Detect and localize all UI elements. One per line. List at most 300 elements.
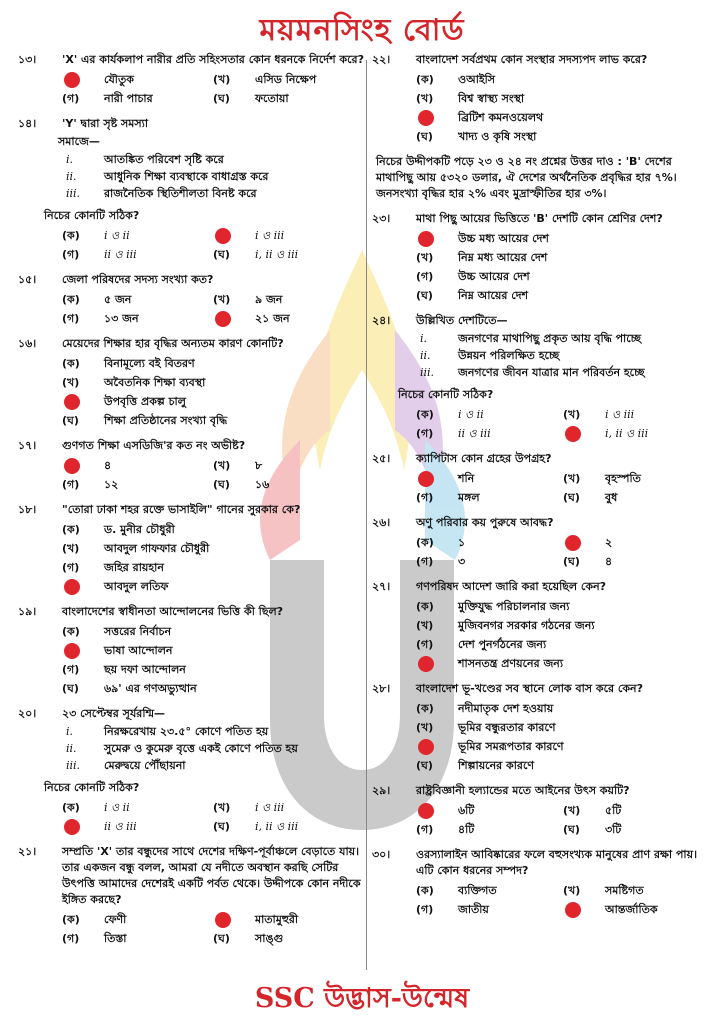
option-list xyxy=(18,228,364,263)
option[interactable] xyxy=(416,269,710,285)
option[interactable] xyxy=(416,231,710,247)
option-marker xyxy=(62,522,104,538)
option[interactable] xyxy=(416,822,563,838)
option-marker xyxy=(62,662,104,678)
option[interactable] xyxy=(62,394,364,410)
question-text: ওরস্যালাইন আবিষ্কারের ফলে বহুসংখ্যক মানুষের প্রাণ রক্ষা পায়। এটি কোন ধরনের সম্পদ? xyxy=(416,848,698,877)
question-28 xyxy=(372,681,710,774)
option[interactable] xyxy=(416,471,563,487)
answer-marker xyxy=(62,643,104,659)
question-number: ২৩। xyxy=(372,212,391,225)
option-text: আবদুল লতিফ xyxy=(104,580,169,593)
option-marker xyxy=(62,800,104,816)
question-30 xyxy=(372,847,710,918)
statement-numeral: i. xyxy=(66,725,74,738)
option-label: (গ) xyxy=(62,312,80,325)
option-text: i ও ii xyxy=(104,801,130,814)
left-column xyxy=(18,52,364,956)
question-row xyxy=(18,116,364,132)
option-marker xyxy=(62,292,104,308)
option[interactable] xyxy=(62,477,213,493)
question-row xyxy=(18,706,364,722)
option[interactable] xyxy=(213,477,364,493)
statement xyxy=(66,169,364,185)
question-text: ক্যাপিটাস কোন গ্রহের উপগ্রহ? xyxy=(416,452,552,465)
option-marker xyxy=(416,490,458,506)
option-text: উচ্চ আয়ের দেশ xyxy=(458,270,530,283)
option-label: (গ) xyxy=(416,270,434,283)
option[interactable] xyxy=(213,72,364,88)
option-text: আবদুল গাফফার চৌধুরী xyxy=(104,542,210,555)
question-29 xyxy=(372,783,710,838)
footer-brand: SSC উদ্ভাস-উন্মেষ xyxy=(254,983,470,1014)
option-label: (খ) xyxy=(213,293,231,306)
option-marker xyxy=(416,902,458,918)
option[interactable] xyxy=(416,758,710,774)
option-list xyxy=(372,701,710,774)
statement xyxy=(420,365,710,381)
question-row xyxy=(372,211,710,227)
option[interactable] xyxy=(213,228,364,244)
answer-marker xyxy=(416,110,458,126)
question-number: ২৫। xyxy=(372,452,391,465)
option[interactable] xyxy=(62,228,213,244)
option-marker xyxy=(416,883,458,899)
option-label: (ঘ) xyxy=(416,759,433,772)
question-row xyxy=(372,515,710,531)
option[interactable] xyxy=(563,471,710,487)
answer-marker xyxy=(62,458,104,474)
answer-marker xyxy=(62,72,104,88)
option-label: (ক) xyxy=(62,523,80,536)
correct-answer-dot xyxy=(64,72,80,88)
answer-marker xyxy=(213,912,255,928)
option-label: (ঘ) xyxy=(563,823,580,836)
option[interactable] xyxy=(213,458,364,474)
statement xyxy=(66,152,364,168)
option-label: (ক) xyxy=(62,801,80,814)
option-marker xyxy=(213,458,255,474)
option-label: (গ) xyxy=(62,663,80,676)
question-number: ১৬। xyxy=(18,337,37,350)
statement xyxy=(66,741,364,757)
question-number: ২২। xyxy=(372,53,391,66)
option[interactable] xyxy=(416,599,710,615)
option-text: শাসনতন্ত্র প্রণয়নের জন্য xyxy=(458,657,564,670)
option-text: শিল্পায়নের কারণে xyxy=(458,759,535,772)
option[interactable] xyxy=(563,554,710,570)
correct-answer-dot xyxy=(64,819,80,835)
statement-numeral: i. xyxy=(420,332,428,345)
option-marker xyxy=(416,535,458,551)
option-label: (ঘ) xyxy=(62,414,79,427)
option[interactable] xyxy=(416,701,710,717)
question-text: মেয়েদের শিক্ষার হার বৃদ্ধির অন্যতম কারণ কোনটি? xyxy=(62,337,284,350)
option[interactable] xyxy=(213,931,364,947)
option-label: (ক) xyxy=(62,913,80,926)
option[interactable] xyxy=(213,819,364,835)
option-text: শিক্ষা প্রতিষ্ঠানের সংখ্যা বৃদ্ধি xyxy=(104,414,228,427)
option-list xyxy=(372,231,710,304)
option[interactable] xyxy=(416,426,563,442)
option-marker xyxy=(416,407,458,423)
question-row xyxy=(372,847,710,879)
option-label: (ক) xyxy=(416,884,434,897)
correct-answer-dot xyxy=(64,394,80,410)
option[interactable] xyxy=(62,413,364,429)
question-number: ২১। xyxy=(18,845,37,858)
option-text: i ও ii xyxy=(104,229,130,242)
answer-marker xyxy=(416,656,458,672)
option-text: ৬টি xyxy=(458,804,475,817)
option[interactable] xyxy=(62,931,213,947)
question-16 xyxy=(18,336,364,429)
option-text: মাতামুহুরী xyxy=(255,913,299,926)
answer-marker xyxy=(213,311,255,327)
question-21 xyxy=(18,844,364,947)
option[interactable] xyxy=(62,643,364,659)
option-marker xyxy=(416,554,458,570)
option[interactable] xyxy=(416,110,710,126)
question-text: জেলা পরিষদের সদস্য সংখ্যা কত? xyxy=(62,273,214,286)
option-text: ড. মুনীর চৌধুরী xyxy=(104,523,175,536)
option-text: ১৩ জন xyxy=(104,312,139,325)
option-label: (গ) xyxy=(62,248,80,261)
option-text: i ও iii xyxy=(255,229,285,242)
option-text: অবৈতনিক শিক্ষা ব্যবস্থা xyxy=(104,376,206,389)
option-text: বিশ্ব স্বাস্থ্য সংস্থা xyxy=(458,92,525,105)
option[interactable] xyxy=(416,250,710,266)
option[interactable] xyxy=(416,739,710,755)
option[interactable] xyxy=(563,407,710,423)
option-label: (খ) xyxy=(213,73,231,86)
question-23 xyxy=(372,211,710,304)
option-label: (গ) xyxy=(62,932,80,945)
option-label: (ঘ) xyxy=(213,248,230,261)
option-text: জাতীয় xyxy=(458,903,489,916)
correct-answer-dot xyxy=(64,643,80,659)
question-17 xyxy=(18,438,364,493)
answer-marker xyxy=(62,819,104,835)
option-text: ৪ xyxy=(605,555,613,568)
correct-answer-dot xyxy=(418,110,434,126)
question-text: 'X' এর কার্যকলাপ নারীর প্রতি সহিংসতার কোন ধরনকে নির্দেশ করে? xyxy=(62,53,364,66)
option-text: সাঙ্গু xyxy=(255,932,284,945)
option-label: (খ) xyxy=(563,884,581,897)
option[interactable] xyxy=(62,912,213,928)
option-marker xyxy=(62,311,104,327)
statement-text: নিরক্ষরেখায় ২৩.৫° কোণে পতিত হয় xyxy=(104,725,269,738)
option-text: ii ও iii xyxy=(104,248,137,261)
option-marker xyxy=(62,931,104,947)
option-marker xyxy=(563,471,605,487)
option[interactable] xyxy=(213,292,364,308)
option-marker xyxy=(213,819,255,835)
option[interactable] xyxy=(416,656,710,672)
option-marker xyxy=(416,288,458,304)
option-marker xyxy=(62,624,104,640)
question-row xyxy=(372,579,710,595)
option[interactable] xyxy=(416,902,563,918)
option-label: (ক) xyxy=(416,408,434,421)
option[interactable] xyxy=(62,579,364,595)
option-label: (ক) xyxy=(62,357,80,370)
option-text: ২ xyxy=(605,536,613,549)
question-text: সম্প্রতি 'X' তার বন্ধুদের সাথে দেশের দক্ষিণ-পূর্বাঞ্চলে বেড়াতে যায়। তার একজন বন্ধু বলল, আমরা যে নদীতে অবস্থান করছি সেটির উৎপত্তি আমাদের দেশেরই একটি পর্বত থেকে। উদ্দীপকে কোন নদীকে ইঙ্গিত করছে? xyxy=(62,845,361,906)
option-label: (ঘ) xyxy=(563,491,580,504)
option-label: (ঘ) xyxy=(213,92,230,105)
option-text: দেশ পুনর্গঠনের জন্য xyxy=(458,638,547,651)
option[interactable] xyxy=(416,803,563,819)
correct-answer-dot xyxy=(418,231,434,247)
option-list xyxy=(372,883,710,918)
option-label: (খ) xyxy=(563,408,581,421)
option-label: (গ) xyxy=(416,823,434,836)
which-correct-prompt: নিচের কোনটি সঠিক? xyxy=(44,209,140,222)
statement-text: আতঙ্কিত পরিবেশ সৃষ্টি করে xyxy=(104,153,224,166)
option[interactable] xyxy=(62,247,213,263)
question-24 xyxy=(372,313,710,442)
option[interactable] xyxy=(213,800,364,816)
correct-answer-dot xyxy=(215,912,231,928)
option-label: (ঘ) xyxy=(563,555,580,568)
option-list xyxy=(18,458,364,493)
answer-marker xyxy=(62,579,104,595)
option[interactable] xyxy=(62,522,364,538)
option-marker xyxy=(62,912,104,928)
option[interactable] xyxy=(416,720,710,736)
option-marker xyxy=(416,599,458,615)
statement-numeral: ii. xyxy=(66,170,77,183)
option-label: (গ) xyxy=(416,638,434,651)
option-text: ভূমির সমরূপতার কারণে xyxy=(458,740,564,753)
statement-text: উন্নয়ন পরিলক্ষিত হচ্ছে xyxy=(458,349,560,362)
right-column xyxy=(372,52,710,927)
option-text: সমষ্টিগত xyxy=(605,884,644,897)
option-list xyxy=(18,522,364,595)
option-list xyxy=(18,72,364,107)
option[interactable] xyxy=(62,681,364,697)
option[interactable] xyxy=(416,288,710,304)
option-list xyxy=(18,624,364,697)
option-text: ৪ xyxy=(104,459,112,472)
question-number: ২৮। xyxy=(372,682,391,695)
option-text: জহির রায়হান xyxy=(104,561,164,574)
option-marker xyxy=(213,247,255,263)
option-label: (ক) xyxy=(62,293,80,306)
question-text: ২৩ সেপ্টেম্বর সূর্যরশ্মি— xyxy=(62,707,166,720)
option-label: (ক) xyxy=(416,600,434,613)
option-marker xyxy=(563,554,605,570)
option[interactable] xyxy=(62,375,364,391)
option-marker xyxy=(213,91,255,107)
option-marker xyxy=(563,822,605,838)
statement-list xyxy=(18,152,364,202)
option-text: ২১ জন xyxy=(255,312,290,325)
question-number: ১৭। xyxy=(18,439,37,452)
option-marker xyxy=(416,758,458,774)
option[interactable] xyxy=(213,91,364,107)
question-row xyxy=(372,783,710,799)
answer-marker xyxy=(563,902,605,918)
option-list xyxy=(18,356,364,429)
option[interactable] xyxy=(62,311,213,327)
statement-text: জনগণের জীবন যাত্রার মান পরিবর্তন হচ্ছে xyxy=(458,366,645,379)
option-text: নিম্ন মধ্য আয়ের দেশ xyxy=(458,251,548,264)
option[interactable] xyxy=(563,822,710,838)
option[interactable] xyxy=(213,311,364,327)
option-marker xyxy=(416,720,458,736)
answer-marker xyxy=(62,394,104,410)
option[interactable] xyxy=(416,883,563,899)
option-label: (গ) xyxy=(416,555,434,568)
question-intro: সমাজে— xyxy=(58,135,100,148)
question-number: ৩০। xyxy=(372,848,391,861)
question-22 xyxy=(372,52,710,145)
option-text: ১২ xyxy=(104,478,119,491)
option-marker xyxy=(563,490,605,506)
option[interactable] xyxy=(563,803,710,819)
option[interactable] xyxy=(62,91,213,107)
statement-numeral: iii. xyxy=(66,759,81,772)
option[interactable] xyxy=(62,292,213,308)
statement xyxy=(66,724,364,740)
option[interactable] xyxy=(62,819,213,835)
option[interactable] xyxy=(416,637,710,653)
option[interactable] xyxy=(62,560,364,576)
option-marker xyxy=(213,477,255,493)
option-label: (খ) xyxy=(213,801,231,814)
option-text: i ও iii xyxy=(255,801,285,814)
option-text: বৃহস্পতি xyxy=(605,472,641,485)
option-label: (খ) xyxy=(563,472,581,485)
option[interactable] xyxy=(563,490,710,506)
option[interactable] xyxy=(416,91,710,107)
option-marker xyxy=(563,803,605,819)
question-text: বাংলাদেশ সর্বপ্রথম কোন সংস্থার সদস্যপদ লাভ করে? xyxy=(416,53,648,66)
option-list xyxy=(372,803,710,838)
option[interactable] xyxy=(62,72,213,88)
option-text: ৩টি xyxy=(605,823,622,836)
question-row xyxy=(18,844,364,908)
option-text: বিনামূল্যে বই বিতরণ xyxy=(104,357,195,370)
option-text: ৯ জন xyxy=(255,293,283,306)
option[interactable] xyxy=(416,72,710,88)
question-text: উল্লিখিত দেশটিতে— xyxy=(416,314,508,327)
option[interactable] xyxy=(563,902,710,918)
column-divider xyxy=(366,60,367,970)
option-text: শনি xyxy=(458,472,475,485)
option-label: (খ) xyxy=(416,251,434,264)
option[interactable] xyxy=(62,458,213,474)
option-label: (গ) xyxy=(416,491,434,504)
statement xyxy=(66,186,364,202)
option[interactable] xyxy=(563,535,710,551)
option[interactable] xyxy=(416,535,563,551)
option[interactable] xyxy=(213,247,364,263)
answer-marker xyxy=(563,426,605,442)
option-text: উপবৃত্তি প্রকল্প চালু xyxy=(104,395,186,408)
option-label: (ক) xyxy=(62,625,80,638)
option-text: i, ii ও iii xyxy=(255,248,299,261)
option-marker xyxy=(416,269,458,285)
option-marker xyxy=(62,228,104,244)
option[interactable] xyxy=(416,129,710,145)
option-list xyxy=(372,72,710,145)
option[interactable] xyxy=(62,662,364,678)
correct-answer-dot xyxy=(418,656,434,672)
option-text: যৌতুক xyxy=(104,73,134,86)
option-marker xyxy=(563,883,605,899)
statement xyxy=(420,331,710,347)
answer-marker xyxy=(416,231,458,247)
option-label: (খ) xyxy=(62,376,80,389)
option-list xyxy=(18,800,364,835)
option-marker xyxy=(416,822,458,838)
option[interactable] xyxy=(416,490,563,506)
correct-answer-dot xyxy=(565,535,581,551)
option-marker xyxy=(416,91,458,107)
question-row xyxy=(18,52,364,68)
option-list xyxy=(372,599,710,672)
option[interactable] xyxy=(563,426,710,442)
option-text: ৫ জন xyxy=(104,293,132,306)
option[interactable] xyxy=(563,883,710,899)
option-text: ফতোয়া xyxy=(255,92,289,105)
option-label: (ঘ) xyxy=(213,932,230,945)
option[interactable] xyxy=(62,356,364,372)
question-text: 'Y' দ্বারা সৃষ্ট সমস্যা xyxy=(62,117,149,130)
question-text: অণু পরিবার কয় পুরুষে আবদ্ধ? xyxy=(416,516,554,529)
question-text: বাংলাদেশের স্বাধীনতা আন্দোলনের ভিত্তি কী ছিল? xyxy=(62,605,284,618)
option-label: (ক) xyxy=(416,73,434,86)
option-text: এসিড নিক্ষেপ xyxy=(255,73,317,86)
question-number: ১৮। xyxy=(18,503,37,516)
which-correct-prompt: নিচের কোনটি সঠিক? xyxy=(44,781,140,794)
option-label: (ক) xyxy=(416,702,434,715)
statement-numeral: i. xyxy=(66,153,74,166)
option[interactable] xyxy=(416,554,563,570)
option[interactable] xyxy=(62,624,364,640)
option[interactable] xyxy=(62,800,213,816)
option-text: ১৬ xyxy=(255,478,270,491)
question-19 xyxy=(18,604,364,697)
option[interactable] xyxy=(62,541,364,557)
question-25 xyxy=(372,451,710,506)
question-text: গণপরিষদ আদেশ জারি করা হয়েছিল কেন? xyxy=(416,580,607,593)
option-marker xyxy=(62,375,104,391)
option-label: (ঘ) xyxy=(416,289,433,302)
question-text: গুণগত শিক্ষা এসডিজি'র কত নং অভীষ্ট? xyxy=(62,439,246,452)
option-marker xyxy=(62,541,104,557)
option[interactable] xyxy=(416,407,563,423)
option-marker xyxy=(62,560,104,576)
question-20 xyxy=(18,706,364,835)
option-marker xyxy=(416,72,458,88)
answer-marker xyxy=(563,535,605,551)
option[interactable] xyxy=(416,618,710,634)
correct-answer-dot xyxy=(215,311,231,327)
question-row xyxy=(18,336,364,352)
question-text: "তোরা ঢাকা শহর রক্তে ভাসাইলি" গানের সুরকার কে? xyxy=(62,503,301,516)
option-marker xyxy=(62,681,104,697)
option[interactable] xyxy=(213,912,364,928)
question-15 xyxy=(18,272,364,327)
option-marker xyxy=(62,413,104,429)
question-number: ১৫। xyxy=(18,273,37,286)
option-marker xyxy=(213,800,255,816)
option-marker xyxy=(213,931,255,947)
